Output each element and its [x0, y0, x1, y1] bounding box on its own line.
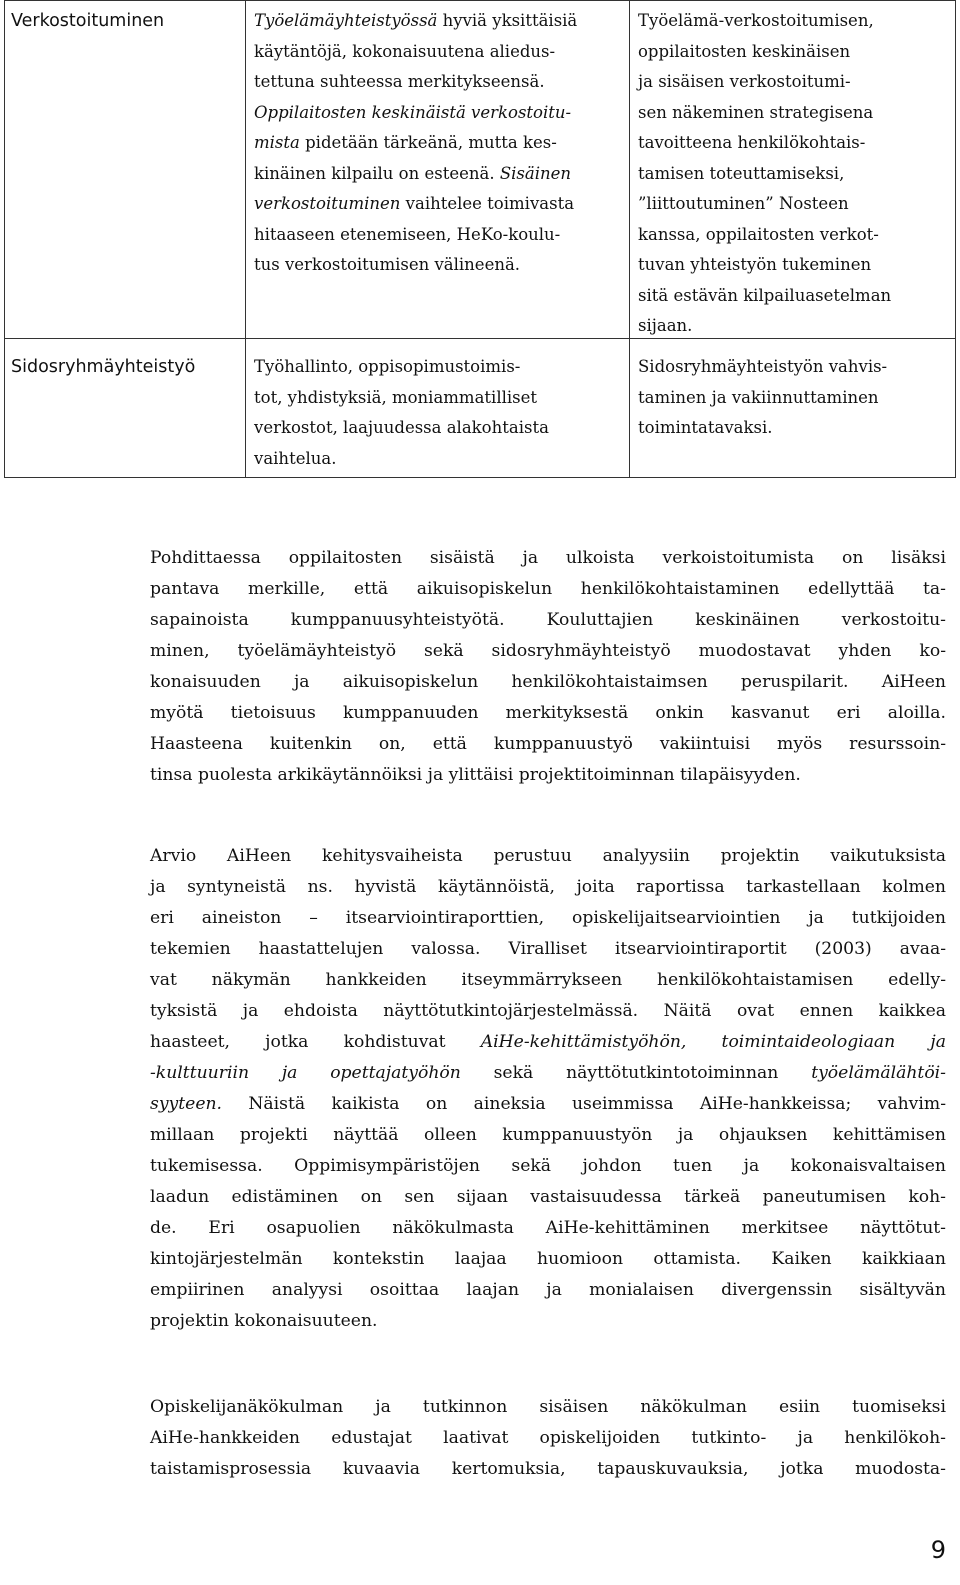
text-line: de. Eri osapuolien näkökulmasta AiHe-kehittäminen merkitsee näyttötut- — [150, 1218, 946, 1238]
row-stakeholders-goals — [638, 352, 887, 444]
text-line: Opiskelijanäkökulman ja tutkinnon sisäisen näkökulman esiin tuomiseksi — [150, 1397, 946, 1417]
text-line: haasteet, jotka kohdistuvat AiHe-kehittämistyöhön, toimintaideologiaan ja — [150, 1032, 946, 1052]
cell-line: käytäntöjä, kokonaisuutena aliedus- — [254, 41, 556, 61]
text-line: tekemien haastattelujen valossa. Viralliset itsearviointiraportit (2003) avaa- — [150, 939, 946, 959]
text-line: syyteen. Näistä kaikista on aineksia useimmissa AiHe-hankkeissa; vahvim- — [150, 1094, 946, 1114]
text-line: projektin kokonaisuuteen. — [150, 1311, 378, 1331]
cell-line: kanssa, oppilaitosten verkot- — [638, 224, 879, 244]
cell-line: tettuna suhteessa merkitykseensä. — [254, 72, 545, 91]
cell-line: ”liittoutuminen” Nosteen — [638, 194, 849, 213]
summary-table — [4, 0, 956, 478]
cell-line: tuvan yhteistyön tukeminen — [638, 255, 872, 274]
cell-line: verkostoituminen vaihtelee toimivasta — [254, 194, 575, 213]
row-networking-goals — [638, 6, 891, 342]
text-line: konaisuuden ja aikuisopiskelun henkilökohtaistaimsen peruspilarit. AiHeen — [150, 672, 946, 692]
body-paragraph — [150, 841, 946, 1337]
cell-line: hitaaseen etenemiseen, HeKo-koulu- — [254, 224, 561, 244]
row-label-networking: Verkostoituminen — [11, 11, 165, 31]
cell-line: toimintatavaksi. — [638, 418, 773, 437]
cell-line: sen näkeminen strategisena — [638, 102, 874, 122]
text-line: sapainoista kumppanuusyhteistyötä. Kouluttajien keskinäinen verkostoitu- — [150, 610, 946, 630]
text-line: laadun edistäminen on sen sijaan vastaisuudessa tärkeä paneutumisen koh- — [150, 1187, 946, 1207]
text-line: taistamisprosessia kuvaavia kertomuksia, tapauskuvauksia, jotka muodosta- — [150, 1459, 946, 1479]
cell-line: verkostot, laajuudessa alakohtaista — [254, 418, 549, 437]
body-paragraph — [150, 1392, 946, 1485]
cell-line: tot, yhdistyksiä, moniammatilliset — [254, 387, 538, 407]
cell-line: Työelämä-verkostoitumisen, — [638, 11, 874, 30]
page-number: 9 — [930, 1536, 946, 1564]
text-line: Arvio AiHeen kehitysvaiheista perustuu analyysiin projektin vaikutuksista — [150, 846, 946, 866]
cell-line: Työhallinto, oppisopimustoimis- — [254, 357, 521, 376]
table-column-divider — [629, 1, 630, 477]
text-line: pantava merkille, että aikuisopiskelun henkilökohtaistaminen edellyttää ta- — [150, 579, 946, 599]
cell-line: ja sisäisen verkostoitumi- — [638, 72, 851, 91]
cell-line: sijaan. — [638, 316, 693, 335]
text-line: ja syntyneistä ns. hyvistä käytännöistä, joita raportissa tarkastellaan kolmen — [150, 877, 946, 897]
cell-line: Työelämäyhteistyössä hyviä yksittäisiä — [254, 11, 578, 30]
row-networking-current-state — [254, 6, 577, 281]
row-label-stakeholders: Sidosryhmäyhteistyö — [11, 357, 196, 377]
text-line: millaan projekti näyttää olleen kumppanuustyön ja ohjauksen kehittämisen — [150, 1125, 946, 1145]
cell-line: tavoitteena henkilökohtais- — [638, 133, 866, 152]
cell-line: oppilaitosten keskinäisen — [638, 41, 851, 61]
cell-line: Sidosryhmäyhteistyön vahvis- — [638, 357, 888, 376]
text-line: AiHe-hankkeiden edustajat laativat opiskelijoiden tutkinto- ja henkilökoh- — [150, 1428, 946, 1448]
cell-line: mista pidetään tärkeänä, mutta kes- — [254, 133, 557, 152]
text-line: vat näkymän hankkeiden itseymmärrykseen henkilökohtaistamisen edelly- — [150, 970, 946, 990]
text-line: Haasteena kuitenkin on, että kumppanuustyö vakiintuisi myös resurssoin- — [150, 734, 946, 754]
text-line: tinsa puolesta arkikäytännöiksi ja ylittäisi projektitoiminnan tilapäisyyden. — [150, 765, 801, 785]
text-line: tyksistä ja ehdoista näyttötutkintojärjestelmässä. Näitä ovat ennen kaikkea — [150, 1001, 946, 1021]
text-line: minen, työelämäyhteistyö sekä sidosryhmäyhteistyö muodostavat yhden ko- — [150, 641, 946, 661]
cell-line: taminen ja vakiinnuttaminen — [638, 387, 879, 407]
text-line: kintojärjestelmän kontekstin laajaa huomioon ottamista. Kaiken kaikkiaan — [150, 1249, 946, 1269]
text-line: Pohdittaessa oppilaitosten sisäistä ja ulkoista verkoistoitumista on lisäksi — [150, 548, 946, 568]
text-line: -kulttuuriin ja opettajatyöhön sekä näyttötutkintotoiminnan työelämälähtöi- — [150, 1063, 946, 1083]
text-line: eri aineiston – itsearviointiraporttien, opiskelijaitsearviointien ja tutkijoiden — [150, 908, 946, 928]
text-line: empiirinen analyysi osoittaa laajan ja monialaisen divergenssin sisältyvän — [150, 1280, 946, 1300]
cell-line: Oppilaitosten keskinäistä verkostoitu- — [254, 102, 572, 122]
row-stakeholders-current-state — [254, 352, 549, 474]
cell-line: sitä estävän kilpailuasetelman — [638, 285, 892, 305]
cell-line: tus verkostoitumisen välineenä. — [254, 255, 521, 274]
body-paragraph — [150, 543, 946, 791]
text-line: myötä tietoisuus kumppanuuden merkityksestä onkin kasvanut eri aloilla. — [150, 703, 946, 723]
cell-line: vaihtelua. — [254, 448, 337, 468]
text-line: tukemisessa. Oppimisympäristöjen sekä johdon tuen ja kokonaisvaltaisen — [150, 1156, 946, 1176]
cell-line: kinäinen kilpailu on esteenä. Sisäinen — [254, 163, 571, 183]
table-column-divider — [245, 1, 246, 477]
cell-line: tamisen toteuttamiseksi, — [638, 163, 845, 183]
